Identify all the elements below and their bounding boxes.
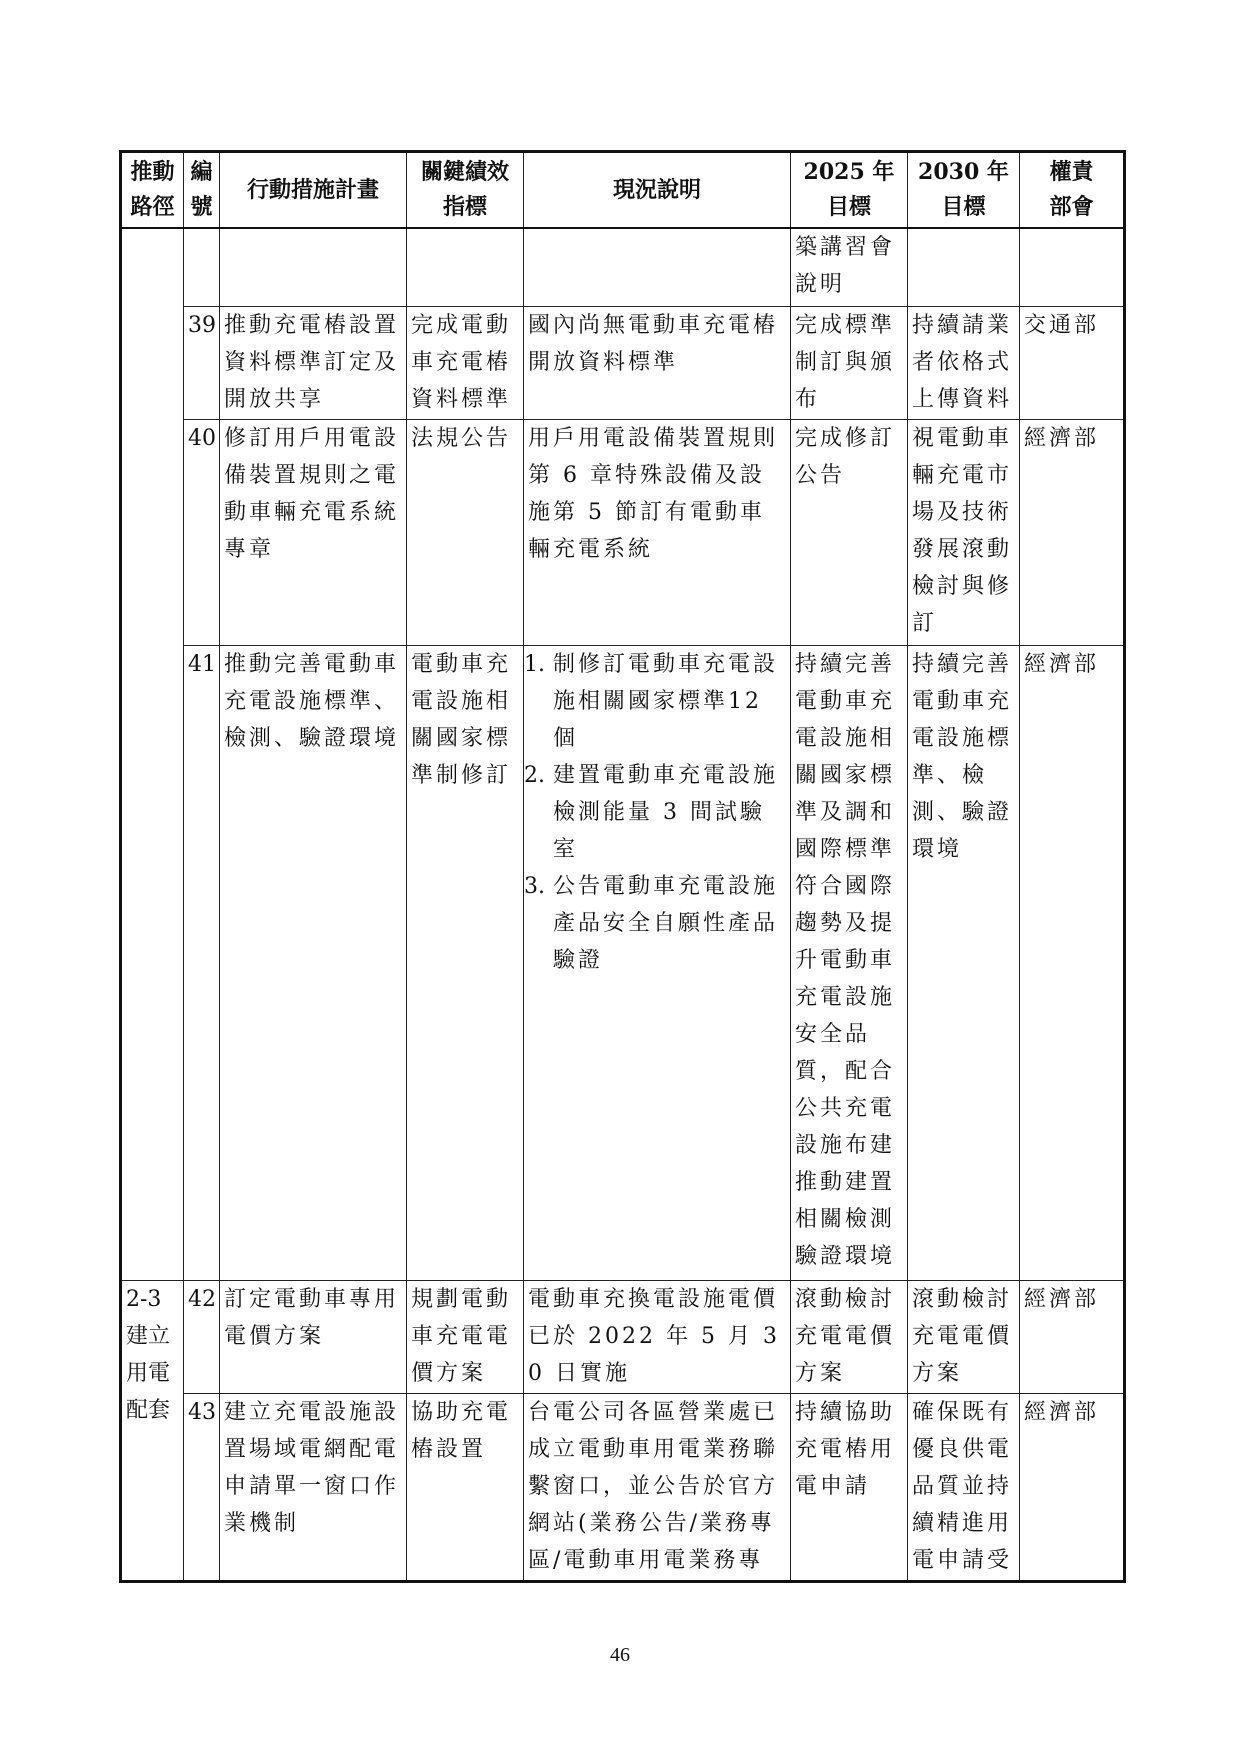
row-number: 39 bbox=[184, 306, 220, 419]
target-2025-cell: 滾動檢討充電電價方案 bbox=[791, 1280, 908, 1393]
kpi-cell: 規劃電動車充電電價方案 bbox=[407, 1280, 524, 1393]
target-2030-cell bbox=[908, 228, 1020, 306]
target-2030-cell: 滾動檢討充電電價方案 bbox=[908, 1280, 1020, 1393]
page-number: 46 bbox=[610, 1644, 630, 1666]
status-cell: 台電公司各區營業處已成立電動車用電業務聯繫窗口，並公告於官方網站(業務公告/業務專區/電動車用電業務專 bbox=[524, 1393, 791, 1581]
table-row bbox=[121, 419, 1125, 645]
target-2030-cell: 持續請業者依格式上傳資料 bbox=[908, 306, 1020, 419]
table-row bbox=[121, 228, 1125, 306]
action-plan-table bbox=[119, 150, 1126, 1583]
header-target-2030: 2030 年 目標 bbox=[908, 152, 1020, 229]
row-number bbox=[184, 228, 220, 306]
table-row bbox=[121, 306, 1125, 419]
action-cell: 推動充電樁設置資料標準訂定及開放共享 bbox=[220, 306, 407, 419]
header-action: 行動措施計畫 bbox=[220, 152, 407, 229]
department-cell: 經濟部 bbox=[1020, 1280, 1125, 1393]
target-2025-cell: 築講習會說明 bbox=[791, 228, 908, 306]
kpi-cell: 電動車充電設施相關國家標準制修訂 bbox=[407, 645, 524, 1280]
action-cell: 修訂用戶用電設備裝置規則之電動車輛充電系統專章 bbox=[220, 419, 407, 645]
kpi-cell bbox=[407, 228, 524, 306]
status-list-item: 1. 制修訂電動車充電設施相關國家標準12個 bbox=[524, 651, 779, 751]
status-cell: 國內尚無電動車充電樁開放資料標準 bbox=[524, 306, 791, 419]
header-path: 推動 路徑 bbox=[121, 152, 184, 229]
action-cell: 推動完善電動車充電設施標準、檢測、驗證環境 bbox=[220, 645, 407, 1280]
kpi-cell: 完成電動車充電樁資料標準 bbox=[407, 306, 524, 419]
target-2030-cell: 確保既有優良供電品質並持續精進用電申請受 bbox=[908, 1393, 1020, 1581]
table-row bbox=[121, 645, 1125, 1280]
row-number: 40 bbox=[184, 419, 220, 645]
target-2030-cell: 持續完善電動車充電設施標準、檢測、驗證環境 bbox=[908, 645, 1020, 1280]
kpi-cell: 協助充電樁設置 bbox=[407, 1393, 524, 1581]
row-number: 42 bbox=[184, 1280, 220, 1393]
action-cell bbox=[220, 228, 407, 306]
status-cell bbox=[524, 228, 791, 306]
header-target-2025: 2025 年 目標 bbox=[791, 152, 908, 229]
row-number: 41 bbox=[184, 645, 220, 1280]
row-number: 43 bbox=[184, 1393, 220, 1581]
table-header-row bbox=[121, 152, 1125, 229]
target-2030-cell: 視電動車輛充電市場及技術發展滾動檢討與修訂 bbox=[908, 419, 1020, 645]
target-2025-cell: 完成修訂公告 bbox=[791, 419, 908, 645]
header-kpi: 關鍵績效 指標 bbox=[407, 152, 524, 229]
kpi-cell: 法規公告 bbox=[407, 419, 524, 645]
status-cell bbox=[524, 645, 791, 1280]
target-2025-cell: 持續協助充電樁用電申請 bbox=[791, 1393, 908, 1581]
department-cell bbox=[1020, 228, 1125, 306]
status-cell: 電動車充換電設施電價已於 2022 年 5 月 30 日實施 bbox=[524, 1280, 791, 1393]
status-list-item: 3. 公告電動車充電設施產品安全自願性產品驗證 bbox=[524, 873, 779, 973]
path-cell: 2-3 建立 用電 配套 bbox=[121, 1280, 184, 1581]
path-cell-empty bbox=[121, 228, 184, 1280]
status-cell: 用戶用電設備裝置規則第 6 章特殊設備及設施第 5 節訂有電動車輛充電系統 bbox=[524, 419, 791, 645]
status-list bbox=[524, 646, 786, 979]
header-department: 權責 部會 bbox=[1020, 152, 1125, 229]
header-status: 現況說明 bbox=[524, 152, 791, 229]
target-2025-cell: 持續完善電動車充電設施相關國家標準及調和國際標準符合國際趨勢及提升電動車充電設施安全品質，配合公共充電設施布建推動建置相關檢測驗證環境 bbox=[791, 645, 908, 1280]
header-number: 編 號 bbox=[184, 152, 220, 229]
table-row bbox=[121, 1393, 1125, 1581]
target-2025-cell: 完成標準制訂與頒布 bbox=[791, 306, 908, 419]
action-cell: 訂定電動車專用電價方案 bbox=[220, 1280, 407, 1393]
action-cell: 建立充電設施設置場域電網配電申請單一窗口作業機制 bbox=[220, 1393, 407, 1581]
department-cell: 交通部 bbox=[1020, 306, 1125, 419]
table-row bbox=[121, 1280, 1125, 1393]
department-cell: 經濟部 bbox=[1020, 419, 1125, 645]
status-list-item: 2. 建置電動車充電設施檢測能量 3 間試驗室 bbox=[524, 762, 779, 862]
department-cell: 經濟部 bbox=[1020, 1393, 1125, 1581]
department-cell: 經濟部 bbox=[1020, 645, 1125, 1280]
